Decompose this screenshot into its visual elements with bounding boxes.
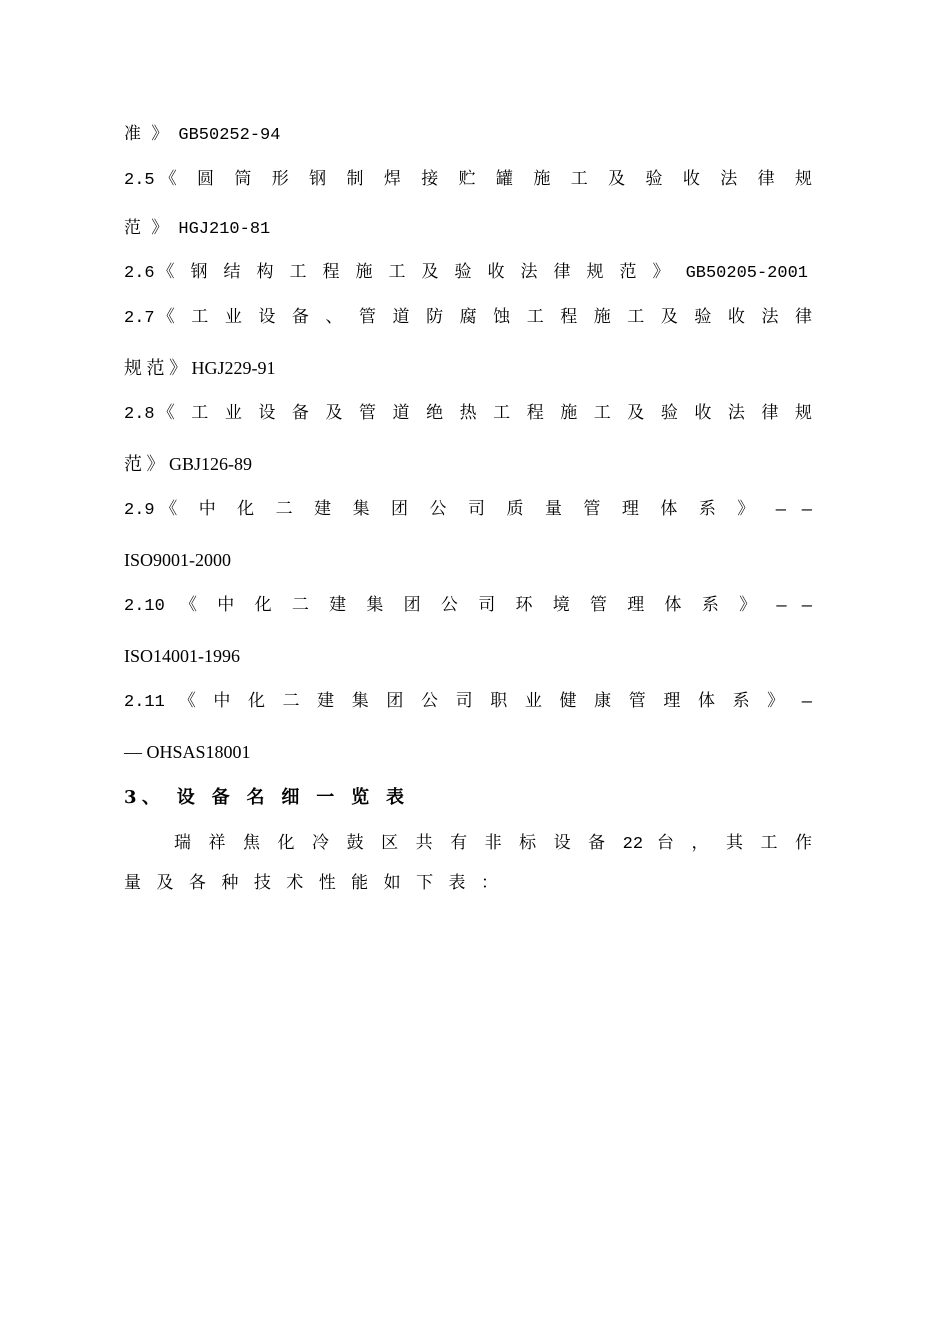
text-line: 准 》 GB50252-94 (124, 126, 281, 145)
text-line: 2.6《 钢 结 构 工 程 施 工 及 验 收 法 律 规 范 》 GB50205-2001 (124, 264, 808, 283)
text-line: ISO9001-2000 (124, 550, 231, 570)
text-line: 范 》 GBJ126-89 (124, 454, 253, 474)
section-heading: 3、 设 备 名 细 一 览 表 (124, 787, 404, 808)
paragraph-line: 量 及 各 种 技 术 性 能 如 下 表 ： (124, 875, 498, 894)
text-line: 2.5《 圆 筒 形 钢 制 焊 接 贮 罐 施 工 及 验 收 法 律 规 (124, 171, 812, 190)
text-line: 2.8《 工 业 设 备 及 管 道 绝 热 工 程 施 工 及 验 收 法 律 规 (124, 405, 812, 424)
paragraph-line: 瑞 祥 焦 化 冷 鼓 区 共 有 非 标 设 备 22 台 ， 其 工 作 (174, 835, 812, 854)
text-line: 2.7《 工 业 设 备 、 管 道 防 腐 蚀 工 程 施 工 及 验 收 法 律 (124, 309, 812, 328)
text-line: — OHSAS18001 (124, 742, 251, 762)
text-line: 规 范 》 HGJ229-91 (124, 358, 276, 378)
text-line: 2.9《 中 化 二 建 集 团 公 司 质 量 管 理 体 系 》 — — (124, 501, 812, 520)
text-line: 2.11 《 中 化 二 建 集 团 公 司 职 业 健 康 管 理 体 系 》 — (124, 693, 812, 712)
text-line: ISO14001-1996 (124, 646, 240, 666)
text-line: 2.10 《 中 化 二 建 集 团 公 司 环 境 管 理 体 系 》 — — (124, 597, 812, 616)
text-line: 范 》 HGJ210-81 (124, 220, 271, 239)
